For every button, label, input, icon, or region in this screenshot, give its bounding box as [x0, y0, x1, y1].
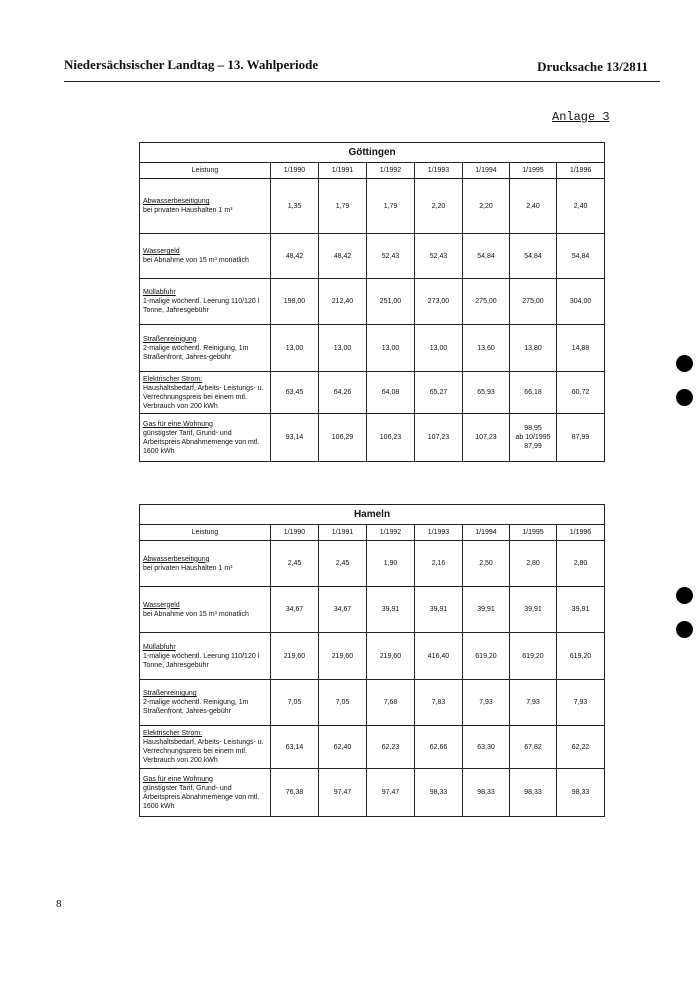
table-row — [140, 587, 605, 633]
cell-value: 2,20 — [463, 179, 510, 234]
cell-value: 63,30 — [463, 726, 510, 769]
table-row — [140, 279, 605, 325]
table-row — [140, 372, 605, 414]
cell-value: 2,16 — [415, 541, 463, 587]
cell-value: 34,67 — [319, 587, 367, 633]
cell-value: 98,33 — [415, 769, 463, 817]
cell-value: 7,68 — [367, 680, 415, 726]
cell-value: 39,91 — [557, 587, 605, 633]
cell-value: 198,00 — [271, 279, 319, 325]
cell-value: 13,00 — [319, 325, 367, 372]
cell-value: 13,00 — [367, 325, 415, 372]
cell-value: 34,67 — [271, 587, 319, 633]
header-document-number: Drucksache 13/2811 — [537, 59, 648, 74]
cell-value: 7,05 — [319, 680, 367, 726]
column-header: 1/1994 — [463, 163, 510, 179]
row-label: Elektrischer Strom: Haushaltsbedarf, Arbeits- Leistungs- u. Verrechnungspreis bei einem mtl. Verbrauch von 200 kWh — [140, 726, 271, 769]
cell-value: 13,00 — [415, 325, 463, 372]
punch-hole-mark — [676, 621, 693, 638]
cell-value: 251,00 — [367, 279, 415, 325]
cell-value: 93,14 — [271, 414, 319, 462]
cell-value: 63,45 — [271, 372, 319, 414]
cell-value: 62,40 — [319, 726, 367, 769]
table-goettingen — [139, 142, 604, 462]
table-row — [140, 680, 605, 726]
table-row — [140, 769, 605, 817]
cell-value: 219,60 — [319, 633, 367, 680]
cell-value: 13,00 — [271, 325, 319, 372]
cell-value: 13,80 — [510, 325, 557, 372]
cell-value: 7,83 — [415, 680, 463, 726]
column-header: Leistung — [140, 163, 271, 179]
cell-value: 39,91 — [510, 587, 557, 633]
cell-value: 65,93 — [463, 372, 510, 414]
cell-value: 87,99 — [557, 414, 605, 462]
cell-value: 54,84 — [463, 234, 510, 279]
cell-value: 106,29 — [319, 414, 367, 462]
cell-value: 62,66 — [415, 726, 463, 769]
column-header: 1/1993 — [415, 525, 463, 541]
cell-value: 67,82 — [510, 726, 557, 769]
punch-hole-mark — [676, 355, 693, 372]
column-header: 1/1995 — [510, 525, 557, 541]
punch-hole-mark — [676, 389, 693, 406]
table-city-title: Göttingen — [140, 143, 605, 163]
cell-value: 1,79 — [319, 179, 367, 234]
cell-value-multiline: 98,95 ab 10/1995 87,99 — [510, 414, 557, 462]
column-header: 1/1991 — [319, 525, 367, 541]
row-label: Abwasserbeseitigung bei privaten Haushalten 1 m³ — [140, 541, 271, 587]
column-header: 1/1990 — [271, 525, 319, 541]
cell-value: 7,05 — [271, 680, 319, 726]
cell-value: 2,80 — [510, 541, 557, 587]
row-label: Müllabfuhr 1-malige wöchentl. Leerung 110/120 l Tonne, Jahresgebühr — [140, 279, 271, 325]
cell-value: 273,00 — [415, 279, 463, 325]
cell-value: 66,18 — [510, 372, 557, 414]
cell-value: 2,40 — [557, 179, 605, 234]
cell-value: 275,00 — [463, 279, 510, 325]
cell-value: 107,23 — [463, 414, 510, 462]
cell-value: 13,60 — [463, 325, 510, 372]
cell-value: 54,84 — [510, 234, 557, 279]
column-header: 1/1996 — [557, 163, 605, 179]
table-row — [140, 325, 605, 372]
cell-value: 63,14 — [271, 726, 319, 769]
column-header: 1/1996 — [557, 525, 605, 541]
row-label: Straßenreinigung 2-malige wöchentl. Reinigung, 1m Straßenfront, Jahres-gebühr — [140, 325, 271, 372]
cell-value: 219,60 — [367, 633, 415, 680]
cell-value: 52,43 — [367, 234, 415, 279]
punch-hole-mark — [676, 587, 693, 604]
column-header: 1/1990 — [271, 163, 319, 179]
cell-value: 219,60 — [271, 633, 319, 680]
cell-value: 97,47 — [319, 769, 367, 817]
cell-value: 2,45 — [271, 541, 319, 587]
cell-value: 212,40 — [319, 279, 367, 325]
column-header: 1/1994 — [463, 525, 510, 541]
cell-value: 39,91 — [415, 587, 463, 633]
page-number: 8 — [56, 898, 62, 910]
table-city-title: Hameln — [140, 505, 605, 525]
table-row — [140, 633, 605, 680]
cell-value: 2,40 — [510, 179, 557, 234]
column-header: 1/1992 — [367, 163, 415, 179]
cell-value: 1,90 — [367, 541, 415, 587]
cell-value: 1,35 — [271, 179, 319, 234]
cell-value: 52,43 — [415, 234, 463, 279]
cell-value: 619,20 — [463, 633, 510, 680]
cell-value: 97,47 — [367, 769, 415, 817]
cell-value: 106,23 — [367, 414, 415, 462]
row-label: Wassergeld bei Abnahme von 15 m³ monatlich — [140, 234, 271, 279]
cell-value: 2,20 — [415, 179, 463, 234]
cell-value: 1,79 — [367, 179, 415, 234]
cell-value: 98,33 — [557, 769, 605, 817]
column-header: 1/1992 — [367, 525, 415, 541]
column-header: 1/1993 — [415, 163, 463, 179]
table-row — [140, 234, 605, 279]
row-label: Straßenreinigung 2-malige wöchentl. Reinigung, 1m Straßenfront, Jahres-gebühr — [140, 680, 271, 726]
cell-value: 7,93 — [510, 680, 557, 726]
header-title: Niedersächsischer Landtag – 13. Wahlperiode — [64, 57, 319, 72]
cell-value: 619,20 — [557, 633, 605, 680]
column-header: 1/1991 — [319, 163, 367, 179]
row-label: Abwasserbeseitigung bei privaten Haushalten 1 m³ — [140, 179, 271, 234]
table-hameln — [139, 504, 604, 817]
row-label: Wassergeld bei Abnahme von 15 m³ monatlich — [140, 587, 271, 633]
column-header: Leistung — [140, 525, 271, 541]
cell-value: 416,40 — [415, 633, 463, 680]
row-label: Elektrischer Strom: Haushaltsbedarf, Arbeits- Leistungs- u. Verrechnungspreis bei einem mtl. Verbrauch von 200 kWh — [140, 372, 271, 414]
cell-value: 107,23 — [415, 414, 463, 462]
cell-value: 48,42 — [319, 234, 367, 279]
cell-value: 60,72 — [557, 372, 605, 414]
cell-value: 64,08 — [367, 372, 415, 414]
cell-value: 39,91 — [463, 587, 510, 633]
cell-value: 65,27 — [415, 372, 463, 414]
row-label: Gas für eine Wohnung günstigster Tarif, Grund- und Arbeitspreis Abnahmemenge von mtl. 1600 kWh — [140, 769, 271, 817]
header-rule — [64, 81, 660, 82]
cell-value: 64,26 — [319, 372, 367, 414]
cell-value: 2,45 — [319, 541, 367, 587]
table-row — [140, 726, 605, 769]
cell-value: 54,84 — [557, 234, 605, 279]
cell-value: 619,20 — [510, 633, 557, 680]
cell-value: 2,80 — [557, 541, 605, 587]
cell-value: 76,38 — [271, 769, 319, 817]
table-row — [140, 414, 605, 462]
cell-value: 14,88 — [557, 325, 605, 372]
table-row — [140, 179, 605, 234]
row-label: Müllabfuhr 1-malige wöchentl. Leerung 110/120 l Tonne, Jahresgebühr — [140, 633, 271, 680]
column-header: 1/1995 — [510, 163, 557, 179]
cell-value: 7,93 — [557, 680, 605, 726]
cell-value: 39,91 — [367, 587, 415, 633]
cell-value: 48,42 — [271, 234, 319, 279]
cell-value: 62,22 — [557, 726, 605, 769]
table-row — [140, 541, 605, 587]
cell-value: 7,93 — [463, 680, 510, 726]
cell-value: 62,23 — [367, 726, 415, 769]
cell-value: 2,50 — [463, 541, 510, 587]
cell-value: 304,00 — [557, 279, 605, 325]
row-label: Gas für eine Wohnung günstigster Tarif, Grund- und Arbeitspreis Abnahmemenge von mtl. 1600 kWh — [140, 414, 271, 462]
cell-value: 98,33 — [510, 769, 557, 817]
cell-value: 98,33 — [463, 769, 510, 817]
cell-value: 275,00 — [510, 279, 557, 325]
annex-label: Anlage 3 — [552, 110, 610, 124]
